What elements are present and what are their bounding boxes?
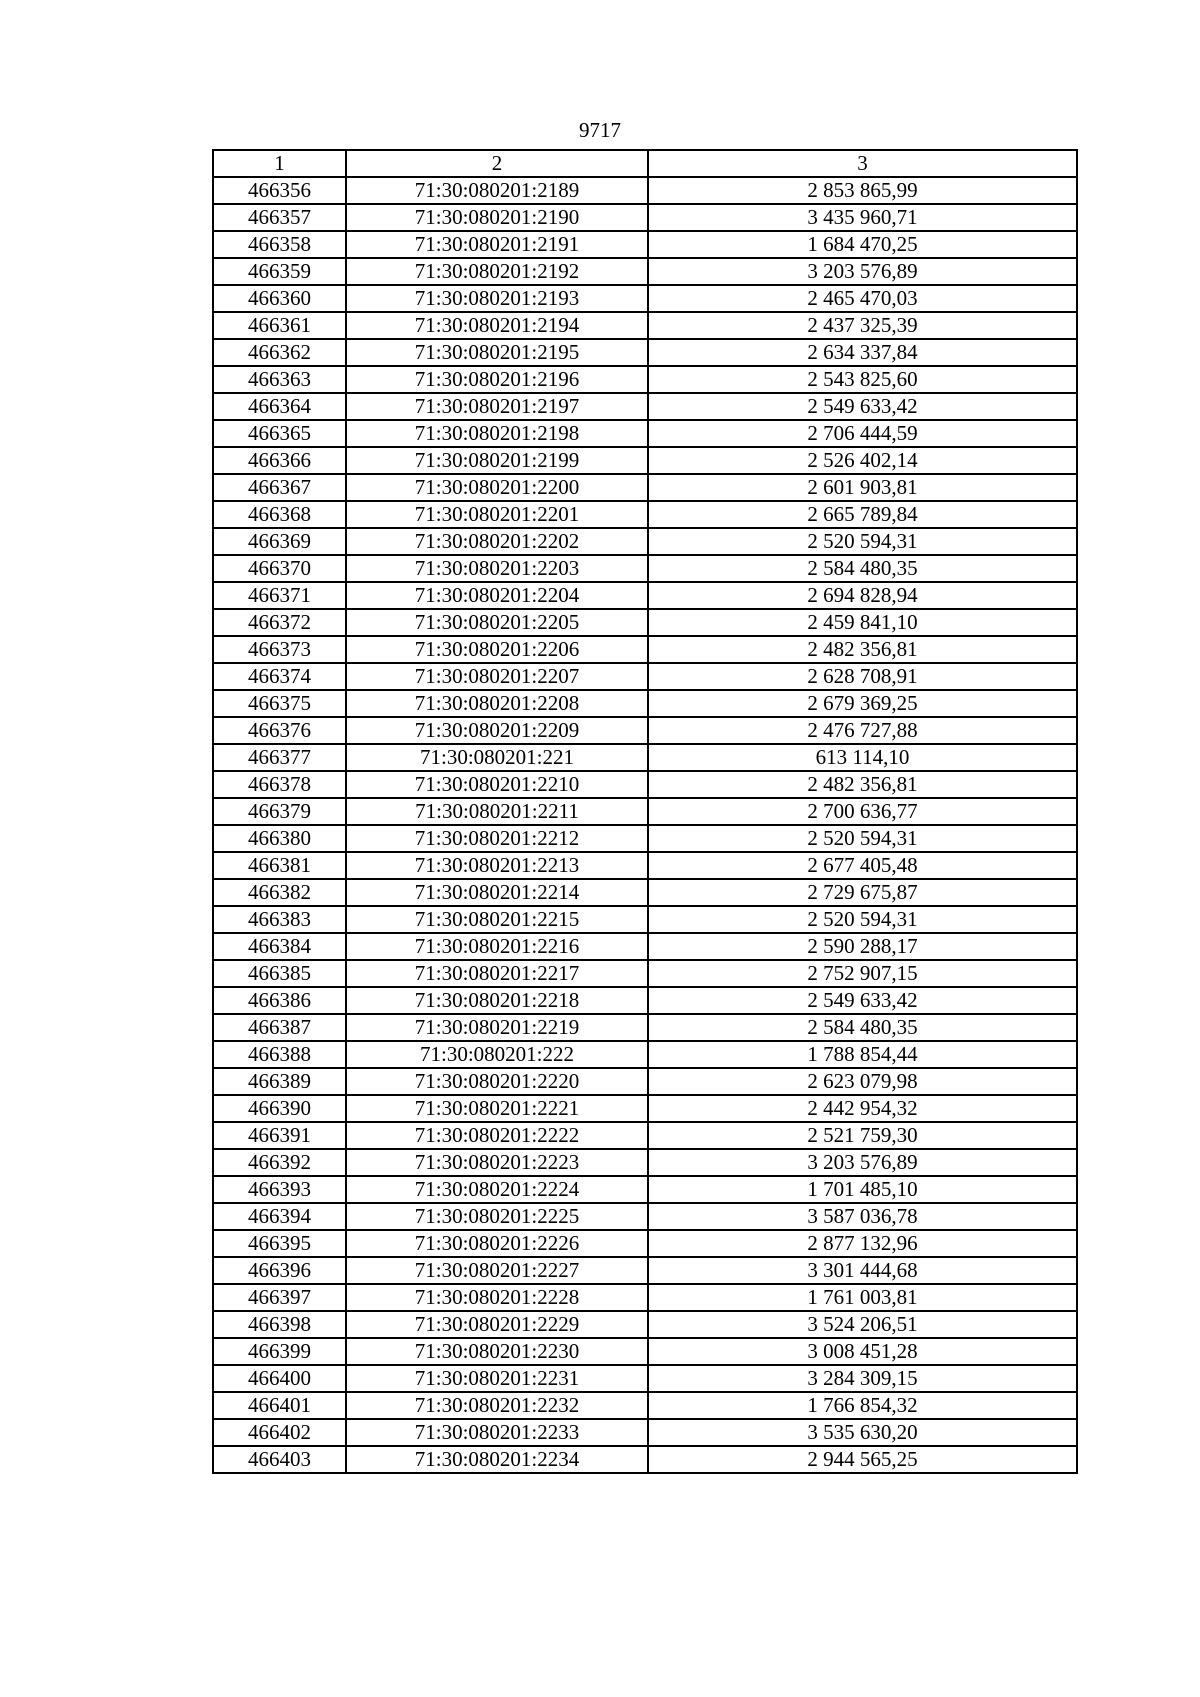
- table-row: [213, 1419, 1077, 1446]
- value-cell: 1 684 470,25: [648, 231, 1077, 258]
- row-number-cell: 466398: [213, 1311, 346, 1338]
- table-row: [213, 744, 1077, 771]
- cadastral-number-cell: 71:30:080201:2196: [346, 366, 648, 393]
- row-number-cell: 466360: [213, 285, 346, 312]
- value-cell: 2 729 675,87: [648, 879, 1077, 906]
- row-number-cell: 466389: [213, 1068, 346, 1095]
- row-number-cell: 466359: [213, 258, 346, 285]
- value-cell: 2 628 708,91: [648, 663, 1077, 690]
- row-number-cell: 466361: [213, 312, 346, 339]
- value-cell: 2 520 594,31: [648, 825, 1077, 852]
- cadastral-number-cell: 71:30:080201:2199: [346, 447, 648, 474]
- column-header-2: 2: [346, 150, 648, 177]
- cadastral-number-cell: 71:30:080201:2192: [346, 258, 648, 285]
- row-number-cell: 466369: [213, 528, 346, 555]
- value-cell: 2 623 079,98: [648, 1068, 1077, 1095]
- table-row: [213, 609, 1077, 636]
- cadastral-number-cell: 71:30:080201:2218: [346, 987, 648, 1014]
- table-row: [213, 960, 1077, 987]
- table-row: [213, 1284, 1077, 1311]
- row-number-cell: 466385: [213, 960, 346, 987]
- table-header: [213, 150, 1077, 177]
- row-number-cell: 466371: [213, 582, 346, 609]
- row-number-cell: 466358: [213, 231, 346, 258]
- table-row: [213, 852, 1077, 879]
- table-row: [213, 339, 1077, 366]
- row-number-cell: 466368: [213, 501, 346, 528]
- value-cell: 2 520 594,31: [648, 906, 1077, 933]
- value-cell: 1 701 485,10: [648, 1176, 1077, 1203]
- row-number-cell: 466378: [213, 771, 346, 798]
- table-row: [213, 906, 1077, 933]
- table-row: [213, 1122, 1077, 1149]
- value-cell: 2 476 727,88: [648, 717, 1077, 744]
- row-number-cell: 466376: [213, 717, 346, 744]
- value-cell: 2 482 356,81: [648, 771, 1077, 798]
- value-cell: 2 601 903,81: [648, 474, 1077, 501]
- value-cell: 1 766 854,32: [648, 1392, 1077, 1419]
- cadastral-number-cell: 71:30:080201:2206: [346, 636, 648, 663]
- column-header-1: 1: [213, 150, 346, 177]
- value-cell: 2 584 480,35: [648, 1014, 1077, 1041]
- table-row: [213, 231, 1077, 258]
- table-row: [213, 1041, 1077, 1068]
- row-number-cell: 466377: [213, 744, 346, 771]
- table-row: [213, 717, 1077, 744]
- row-number-cell: 466402: [213, 1419, 346, 1446]
- row-number-cell: 466403: [213, 1446, 346, 1473]
- column-header-3: 3: [648, 150, 1077, 177]
- cadastral-number-cell: 71:30:080201:2200: [346, 474, 648, 501]
- row-number-cell: 466397: [213, 1284, 346, 1311]
- cadastral-number-cell: 71:30:080201:2209: [346, 717, 648, 744]
- table-row: [213, 312, 1077, 339]
- cadastral-number-cell: 71:30:080201:2198: [346, 420, 648, 447]
- value-cell: 2 694 828,94: [648, 582, 1077, 609]
- table-body: [213, 177, 1077, 1473]
- table-row: [213, 879, 1077, 906]
- row-number-cell: 466387: [213, 1014, 346, 1041]
- value-cell: 1 761 003,81: [648, 1284, 1077, 1311]
- table-row: [213, 258, 1077, 285]
- row-number-cell: 466365: [213, 420, 346, 447]
- table-row: [213, 204, 1077, 231]
- row-number-cell: 466401: [213, 1392, 346, 1419]
- table-row: [213, 582, 1077, 609]
- cadastral-number-cell: 71:30:080201:2191: [346, 231, 648, 258]
- cadastral-number-cell: 71:30:080201:2225: [346, 1203, 648, 1230]
- table-row: [213, 177, 1077, 204]
- cadastral-number-cell: 71:30:080201:2223: [346, 1149, 648, 1176]
- cadastral-number-cell: 71:30:080201:2201: [346, 501, 648, 528]
- row-number-cell: 466380: [213, 825, 346, 852]
- row-number-cell: 466364: [213, 393, 346, 420]
- cadastral-number-cell: 71:30:080201:2193: [346, 285, 648, 312]
- cadastral-number-cell: 71:30:080201:2214: [346, 879, 648, 906]
- value-cell: 2 752 907,15: [648, 960, 1077, 987]
- table-row: [213, 771, 1077, 798]
- row-number-cell: 466372: [213, 609, 346, 636]
- cadastral-number-cell: 71:30:080201:2204: [346, 582, 648, 609]
- row-number-cell: 466370: [213, 555, 346, 582]
- table-row: [213, 501, 1077, 528]
- value-cell: 3 203 576,89: [648, 1149, 1077, 1176]
- row-number-cell: 466386: [213, 987, 346, 1014]
- value-cell: 3 008 451,28: [648, 1338, 1077, 1365]
- row-number-cell: 466356: [213, 177, 346, 204]
- value-cell: 2 665 789,84: [648, 501, 1077, 528]
- cadastral-number-cell: 71:30:080201:2227: [346, 1257, 648, 1284]
- value-cell: 2 437 325,39: [648, 312, 1077, 339]
- table-row: [213, 1203, 1077, 1230]
- table-row: [213, 636, 1077, 663]
- cadastral-number-cell: 71:30:080201:2212: [346, 825, 648, 852]
- value-cell: 2 634 337,84: [648, 339, 1077, 366]
- value-cell: 3 524 206,51: [648, 1311, 1077, 1338]
- table-row: [213, 1365, 1077, 1392]
- value-cell: 2 521 759,30: [648, 1122, 1077, 1149]
- value-cell: 613 114,10: [648, 744, 1077, 771]
- value-cell: 2 584 480,35: [648, 555, 1077, 582]
- value-cell: 2 543 825,60: [648, 366, 1077, 393]
- cadastral-number-cell: 71:30:080201:2207: [346, 663, 648, 690]
- value-cell: 2 590 288,17: [648, 933, 1077, 960]
- table-row: [213, 447, 1077, 474]
- value-cell: 3 301 444,68: [648, 1257, 1077, 1284]
- value-cell: 3 284 309,15: [648, 1365, 1077, 1392]
- table-row: [213, 1392, 1077, 1419]
- cadastral-number-cell: 71:30:080201:2229: [346, 1311, 648, 1338]
- cadastral-number-cell: 71:30:080201:2203: [346, 555, 648, 582]
- table-row: [213, 528, 1077, 555]
- cadastral-number-cell: 71:30:080201:2226: [346, 1230, 648, 1257]
- cadastral-number-cell: 71:30:080201:2230: [346, 1338, 648, 1365]
- table-row: [213, 420, 1077, 447]
- cadastral-number-cell: 71:30:080201:2233: [346, 1419, 648, 1446]
- table-row: [213, 1446, 1077, 1473]
- row-number-cell: 466384: [213, 933, 346, 960]
- value-cell: 2 520 594,31: [648, 528, 1077, 555]
- cadastral-number-cell: 71:30:080201:221: [346, 744, 648, 771]
- value-cell: 3 587 036,78: [648, 1203, 1077, 1230]
- table-row: [213, 366, 1077, 393]
- value-cell: 2 549 633,42: [648, 987, 1077, 1014]
- row-number-cell: 466375: [213, 690, 346, 717]
- table-row: [213, 1311, 1077, 1338]
- cadastral-number-cell: 71:30:080201:2222: [346, 1122, 648, 1149]
- cadastral-number-cell: 71:30:080201:2217: [346, 960, 648, 987]
- cadastral-number-cell: 71:30:080201:2197: [346, 393, 648, 420]
- value-cell: 2 526 402,14: [648, 447, 1077, 474]
- cadastral-number-cell: 71:30:080201:2216: [346, 933, 648, 960]
- row-number-cell: 466390: [213, 1095, 346, 1122]
- table-row: [213, 798, 1077, 825]
- row-number-cell: 466363: [213, 366, 346, 393]
- row-number-cell: 466379: [213, 798, 346, 825]
- cadastral-number-cell: 71:30:080201:2211: [346, 798, 648, 825]
- page-number: 9717: [579, 118, 621, 142]
- value-cell: 2 853 865,99: [648, 177, 1077, 204]
- value-cell: 2 679 369,25: [648, 690, 1077, 717]
- table-row: [213, 555, 1077, 582]
- cadastral-number-cell: 71:30:080201:2190: [346, 204, 648, 231]
- value-cell: 2 465 470,03: [648, 285, 1077, 312]
- row-number-cell: 466374: [213, 663, 346, 690]
- value-cell: 2 700 636,77: [648, 798, 1077, 825]
- cadastral-number-cell: 71:30:080201:2234: [346, 1446, 648, 1473]
- value-cell: 3 203 576,89: [648, 258, 1077, 285]
- table-row: [213, 474, 1077, 501]
- table-row: [213, 1257, 1077, 1284]
- value-cell: 2 549 633,42: [648, 393, 1077, 420]
- table-row: [213, 1230, 1077, 1257]
- row-number-cell: 466382: [213, 879, 346, 906]
- cadastral-number-cell: 71:30:080201:2202: [346, 528, 648, 555]
- cadastral-number-cell: 71:30:080201:2205: [346, 609, 648, 636]
- row-number-cell: 466399: [213, 1338, 346, 1365]
- row-number-cell: 466394: [213, 1203, 346, 1230]
- cadastral-number-cell: 71:30:080201:2215: [346, 906, 648, 933]
- table-row: [213, 1068, 1077, 1095]
- cadastral-number-cell: 71:30:080201:2224: [346, 1176, 648, 1203]
- value-cell: 2 877 132,96: [648, 1230, 1077, 1257]
- row-number-cell: 466400: [213, 1365, 346, 1392]
- table-row: [213, 1095, 1077, 1122]
- table-row: [213, 663, 1077, 690]
- row-number-cell: 466393: [213, 1176, 346, 1203]
- table-row: [213, 825, 1077, 852]
- table-row: [213, 933, 1077, 960]
- cadastral-number-cell: 71:30:080201:2194: [346, 312, 648, 339]
- row-number-cell: 466392: [213, 1149, 346, 1176]
- value-cell: 3 435 960,71: [648, 204, 1077, 231]
- row-number-cell: 466391: [213, 1122, 346, 1149]
- cadastral-number-cell: 71:30:080201:2195: [346, 339, 648, 366]
- value-cell: 2 944 565,25: [648, 1446, 1077, 1473]
- cadastral-number-cell: 71:30:080201:2208: [346, 690, 648, 717]
- cadastral-number-cell: 71:30:080201:2210: [346, 771, 648, 798]
- row-number-cell: 466381: [213, 852, 346, 879]
- value-cell: 1 788 854,44: [648, 1041, 1077, 1068]
- cadastral-number-cell: 71:30:080201:2228: [346, 1284, 648, 1311]
- cadastral-number-cell: 71:30:080201:2213: [346, 852, 648, 879]
- value-cell: 2 706 444,59: [648, 420, 1077, 447]
- table-row: [213, 690, 1077, 717]
- value-cell: 2 677 405,48: [648, 852, 1077, 879]
- cadastral-number-cell: 71:30:080201:2221: [346, 1095, 648, 1122]
- table-row: [213, 1014, 1077, 1041]
- table-row: [213, 1149, 1077, 1176]
- table-row: [213, 1338, 1077, 1365]
- table-row: [213, 1176, 1077, 1203]
- registry-table: [212, 149, 1078, 1474]
- value-cell: 2 482 356,81: [648, 636, 1077, 663]
- row-number-cell: 466367: [213, 474, 346, 501]
- header-row: [213, 150, 1077, 177]
- table-row: [213, 987, 1077, 1014]
- table-row: [213, 393, 1077, 420]
- row-number-cell: 466357: [213, 204, 346, 231]
- row-number-cell: 466396: [213, 1257, 346, 1284]
- value-cell: 3 535 630,20: [648, 1419, 1077, 1446]
- row-number-cell: 466362: [213, 339, 346, 366]
- row-number-cell: 466366: [213, 447, 346, 474]
- cadastral-number-cell: 71:30:080201:2220: [346, 1068, 648, 1095]
- cadastral-number-cell: 71:30:080201:2189: [346, 177, 648, 204]
- row-number-cell: 466388: [213, 1041, 346, 1068]
- cadastral-number-cell: 71:30:080201:222: [346, 1041, 648, 1068]
- cadastral-number-cell: 71:30:080201:2232: [346, 1392, 648, 1419]
- row-number-cell: 466395: [213, 1230, 346, 1257]
- row-number-cell: 466383: [213, 906, 346, 933]
- cadastral-number-cell: 71:30:080201:2219: [346, 1014, 648, 1041]
- row-number-cell: 466373: [213, 636, 346, 663]
- table-row: [213, 285, 1077, 312]
- cadastral-number-cell: 71:30:080201:2231: [346, 1365, 648, 1392]
- value-cell: 2 442 954,32: [648, 1095, 1077, 1122]
- value-cell: 2 459 841,10: [648, 609, 1077, 636]
